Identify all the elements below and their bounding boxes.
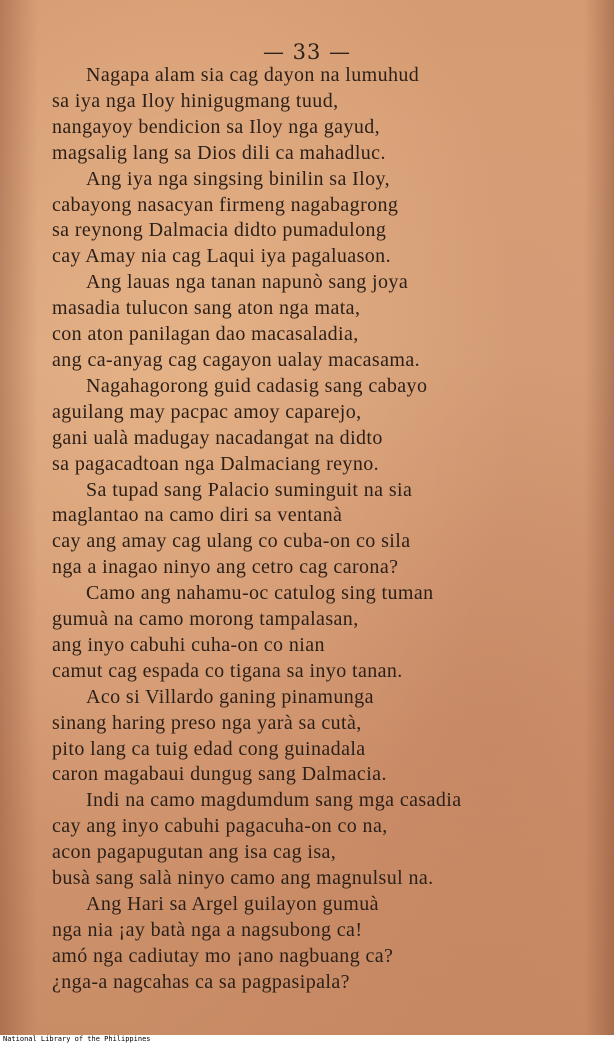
poem-text [52,63,582,996]
verse-line: Ang iya nga singsing binilin sa Iloy, [86,167,391,190]
verse-line: maglantao na camo diri sa ventanà [52,504,343,527]
verse-line: pito lang ca tuig edad cong guinadala [52,737,366,760]
verse-line: cay ang amay cag ulang co cuba-on co sila [52,530,411,553]
verse-line: Indi na camo magdumdum sang mga casadia [86,789,462,812]
stanza [52,374,582,478]
verse-line: gani ualà madugay nacadangat na didto [52,426,383,449]
verse-line: ang inyo cabuhi cuha-on co nian [52,633,325,656]
verse-line: busà sang salà ninyo camo ang magnulsul na. [52,867,434,890]
stanza [52,270,582,374]
verse-line: Nagahagorong guid cadasig sang cabayo [86,374,428,397]
verse-line: aguilang may pacpac amoy caparejo, [52,400,362,423]
verse-line: cay Amay nia cag Laqui iya pagaluason. [52,245,391,268]
verse-line: camut cag espada co tigana sa inyo tanan. [52,659,403,682]
verse-line: ¿nga-a nagcahas ca sa pagpasipala? [52,970,350,993]
verse-line: Nagapa alam sia cag dayon na lumuhud [86,64,420,86]
verse-line: nga a inagao ninyo ang cetro cag carona? [52,556,399,579]
verse-line: cabayong nasacyan firmeng nagabagrong [52,193,399,216]
verse-line: Camo ang nahamu-oc catulog sing tuman [86,582,434,605]
verse-line: acon pagapugutan ang isa cag isa, [52,841,337,864]
verse-line: cay ang inyo cabuhi pagacuha-on co na, [52,815,388,838]
verse-line: sa reynong Dalmacia didto pumadulong [52,219,387,242]
stanza [52,63,582,167]
stanza [52,685,582,789]
page-number: — 33 — [262,40,352,64]
stanza [52,478,582,582]
verse-line: sa pagacadtoan nga Dalmaciang reyno. [52,452,380,475]
verse-line: caron magabaui dungug sang Dalmacia. [52,763,387,786]
verse-line: Sa tupad sang Palacio suminguit na sia [86,478,413,501]
verse-line: nangayoy bendicion sa Iloy nga gayud, [52,115,381,138]
verse-line: nga nia ¡ay batà nga a nagsubong ca! [52,918,363,941]
verse-line: magsalig lang sa Dios dili ca mahadluc. [52,141,386,164]
verse-line: sa iya nga Iloy hinigugmang tuud, [52,89,339,112]
verse-line: sinang haring preso nga yarà sa cutà, [52,711,362,734]
stanza [52,892,582,996]
verse-line: Aco si Villardo ganing pinamunga [86,685,374,708]
verse-line: masadia tulucon sang aton nga mata, [52,297,361,320]
verse-line: Ang lauas nga tanan napunò sang joya [86,271,409,294]
stanza [52,167,582,271]
stanza [52,581,582,685]
verse-line: Ang Hari sa Argel guilayon gumuà [86,893,379,915]
library-attribution: National Library of the Philippines [3,1035,151,1043]
verse-line: amó nga cadiutay mo ¡ano nagbuang ca? [52,944,394,967]
verse-line: ang ca-anyag cag cagayon ualay macasama. [52,348,421,371]
stanza [52,788,582,892]
verse-line: gumuà na camo morong tampalasan, [52,608,359,631]
verse-line: con aton panilagan dao macasaladia, [52,323,359,346]
